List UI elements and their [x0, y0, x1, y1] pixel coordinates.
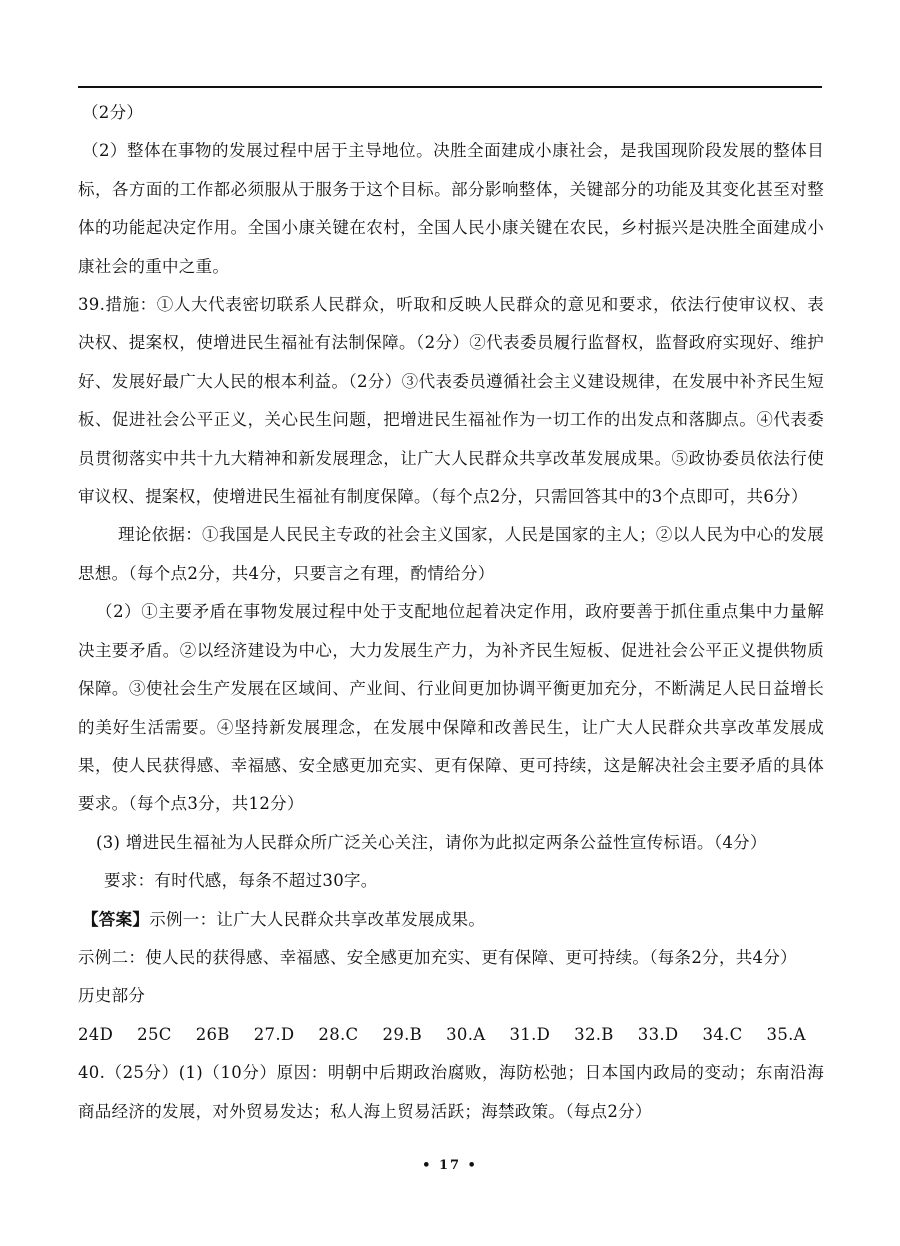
mcq-answer: 33.D — [637, 1024, 679, 1044]
answer-example1-text: 示例一：让广大人民群众共享改革发展成果。 — [149, 909, 486, 929]
section-heading-history: 历史部分 — [78, 986, 146, 1006]
mcq-answer: 35.A — [766, 1024, 806, 1044]
score-note: （2分） — [82, 103, 144, 122]
mcq-answer: 26B — [195, 1024, 230, 1044]
mcq-answer: 30.A — [446, 1024, 486, 1044]
mcq-answer: 31.D — [509, 1024, 551, 1044]
mcq-answer-row — [78, 1016, 806, 1054]
mcq-answer: 28.C — [318, 1024, 359, 1044]
paragraph-q39-part3: (3) 增进民生福祉为人民群众所广泛关心关注，请你为此拟定两条公益性宣传标语。（4分） — [96, 832, 767, 852]
mcq-answer: 34.C — [702, 1024, 743, 1044]
mcq-answer: 27.D — [253, 1024, 295, 1044]
paragraph-theory-basis: 理论依据：①我国是人民民主专政的社会主义国家，人民是国家的主人；②以人民为中心的发展思想。（每个点2分，共4分，只要言之有理，酌情给分） — [78, 525, 824, 583]
mcq-answer: 24D — [78, 1024, 114, 1044]
paragraph-q39-measures: 39.措施：①人大代表密切联系人民群众，听取和反映人民群众的意见和要求，依法行使审议权、表决权、提案权，使增进民生福祉有法制保障。（2分）②代表委员履行监督权，监督政府实现好、维护好、发展好最广大人民的根本利益。（2分）③代表委员遵循社会主义建设规律，在发展中补齐民生短板、促进社会公平正义，关心民生问题，把增进民生福祉作为一切工作的出发点和落脚点。④代表委员贯彻落实中共十九大精神和新发展理念，让广大人民群众共享改革发展成果。⑤政协委员依法行使审议权、提案权，使增进民生福祉有制度保障。（每个点2分，只需回答其中的3个点即可，共6分） — [78, 295, 824, 507]
paragraph-q39-part2: （2）①主要矛盾在事物发展过程中处于支配地位起着决定作用，政府要善于抓住重点集中力量解决主要矛盾。②以经济建设为中心，大力发展生产力，为补齐民生短板、促进社会公平正义提供物质保障。③使社会生产发展在区域间、产业间、行业间更加协调平衡更加充分，不断满足人民日益增长的美好生活需要。④坚持新发展理念，在发展中保障和改善民生，让广大人民群众共享改革发展成果，使人民获得感、幸福感、安全感更加充实、更有保障、更可持续，这是解决社会主要矛盾的具体要求。（每个点3分，共12分） — [78, 602, 824, 814]
paragraph-answer-example2: 示例二：使人民的获得感、幸福感、安全感更加充实、更有保障、更可持续。（每条2分，共4分） — [78, 947, 797, 967]
answer-label: 【答案】 — [82, 909, 150, 929]
paragraph-q40: 40.（25分）(1)（10分）原因：明朝中后期政治腐败，海防松弛；日本国内政局的变动；东南沿海商品经济的发展，对外贸易发达；私人海上贸易活跃；海禁政策。（每点2分） — [78, 1063, 824, 1121]
mcq-answer: 32.B — [574, 1024, 614, 1044]
mcq-answer: 25C — [137, 1024, 172, 1044]
page-number: • 17 • — [422, 1158, 478, 1173]
paragraph-whole-part: （2）整体在事物的发展过程中居于主导地位。决胜全面建成小康社会，是我国现阶段发展的整体目标，各方面的工作都必须服从于服务于这个目标。部分影响整体，关键部分的功能及其变化甚至对整体的功能起决定作用。全国小康关键在农村，全国人民小康关键在农民，乡村振兴是决胜全面建成小康社会的重中之重。 — [78, 141, 824, 276]
header-rule — [78, 86, 822, 88]
answer-content — [78, 94, 824, 1131]
mcq-answer: 29.B — [382, 1024, 423, 1044]
paragraph-requirement: 要求：有时代感，每条不超过30字。 — [104, 871, 378, 891]
paragraph-answer-example1 — [78, 901, 824, 939]
